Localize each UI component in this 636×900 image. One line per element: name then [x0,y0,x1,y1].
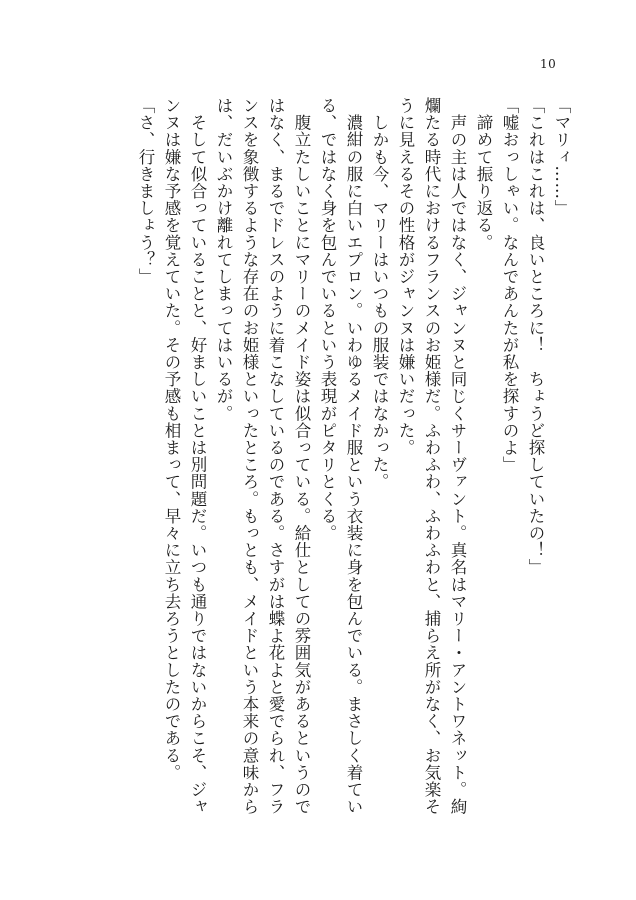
text-line: ンスを象徴するような存在のお姫様といったところ。もっとも、メイドという本来の意味から [240,97,259,816]
page-number: 10 [540,57,557,71]
text-line: うに見えるその性格がジャンヌは嫌いだった。 [396,97,415,457]
text-line: しかも今、マリーはいつもの服装ではなかった。 [370,97,389,491]
text-line: 諦めて振り返る。 [474,97,493,251]
text-line: 「これはこれは、良いところに！ ちょうど探していたの！」 [526,97,545,576]
body-text [70,97,574,827]
text-line: 「マリィ……」 [552,97,571,217]
text-line: 腹立たしいことにマリーのメイド姿は似合っている。給仕としての雰囲気があるというので [292,97,311,816]
text-line: 濃紺の服に白いエプロン。いわゆるメイド服という衣装に身を包んでいる。まさしく着てい [344,97,363,816]
text-line: 「嘘おっしゃい。なんであんたが私を探すのよ」 [500,97,519,474]
text-line: そして似合っていることと、好ましいことは別問題だ。いつも通りではないからこそ、ジャ [188,97,207,816]
text-line: は、だいぶかけ離れてしまってはいるが。 [214,97,233,422]
text-line: 爛たる時代におけるフランスのお姫様だ。ふわふわ、ふわふわと、捕らえ所がなく、お気楽そ [422,97,441,816]
text-line: 「さ、行きましょう？」 [136,97,155,286]
text-line: る、ではなく身を包んでいるという表現がピタリとくる。 [318,97,337,542]
text-line: 声の主は人ではなく、ジャンヌと同じくサーヴァント。真名はマリー・アントワネット。絢 [448,97,467,816]
text-line: はなく、まるでドレスのように着こなしているのである。さすがは蝶よ花よと愛でられ、フラ [266,97,285,816]
text-line: ンヌは嫌な予感を覚えていた。その予感も相まって、早々に立ち去ろうとしたのである。 [162,97,181,781]
